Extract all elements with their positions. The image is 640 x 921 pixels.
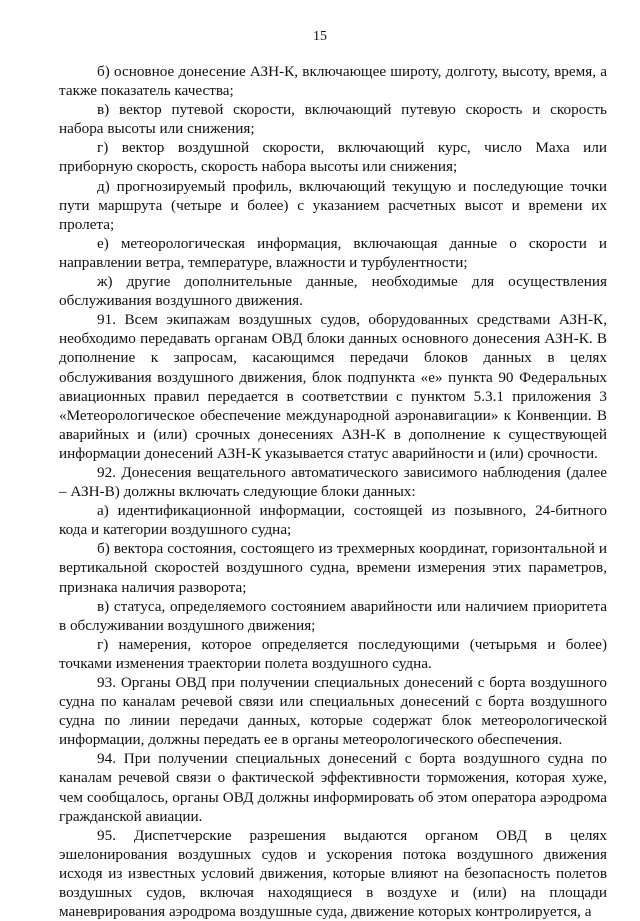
paragraph: 92. Донесения вещательного автоматического зависимого наблюдения (далее – АЗН-В) должны включать следующие блоки данных: bbox=[59, 463, 607, 501]
paragraph: а) идентификационной информации, состоящей из позывного, 24-битного кода и категории воздушного судна; bbox=[59, 502, 607, 539]
page-body bbox=[59, 62, 607, 921]
paragraph: в) статуса, определяемого состоянием аварийности или наличием приоритета в обслуживании воздушного движения; bbox=[59, 597, 607, 634]
paragraph: 91. Всем экипажам воздушных судов, оборудованных средствами АЗН-К, необходимо передавать органам ОВД блоки данных основного донесения АЗН-К. В дополнение к запросам, касающимся передачи блоков данных в целях обслуживания воздушного движения, блок подпункта «е» пункта 90 Федеральных авиационных правил передается в соответствии с пунктом 5.3.1 приложения 3 «Метеорологическое обеспечение международной аэронавигации» к Конвенции. В аварийных и (или) срочных донесениях АЗН-К в дополнение к существующей информации донесений АЗН-К указывается статус аварийности и (или) срочности. bbox=[59, 311, 607, 462]
paragraph: в) вектор путевой скорости, включающий путевую скорость и скорость набора высоты или снижения; bbox=[59, 101, 607, 138]
paragraph: 93. Органы ОВД при получении специальных донесений с борта воздушного судна по каналам речевой связи или специальных донесений с борта воздушного судна по линии передачи данных, которые содержат блок метеорологической информации, должны передать ее в органы метеорологического обеспечения. bbox=[59, 674, 607, 749]
paragraph: б) вектора состояния, состоящего из трехмерных координат, горизонтальной и вертикальной скоростей воздушного судна, времени измерения этих параметров, признака наличия разворота; bbox=[59, 540, 607, 596]
paragraph: е) метеорологическая информация, включающая данные о скорости и направлении ветра, температуре, влажности и турбулентности; bbox=[59, 234, 607, 271]
paragraph: 94. При получении специальных донесений с борта воздушного судна по каналам речевой связи о фактической эффективности торможения, которая хуже, чем сообщалось, органы ОВД должны информировать об этом оператора аэродрома гражданской авиации. bbox=[59, 750, 607, 825]
page-number: 15 bbox=[313, 29, 327, 44]
paragraph: г) вектор воздушной скорости, включающий курс, число Маха или приборную скорость, скорость набора высоты или снижения; bbox=[59, 139, 607, 176]
paragraph: г) намерения, которое определяется последующими (четырьмя и более) точками изменения траектории полета воздушного судна. bbox=[59, 635, 607, 672]
paragraph: ж) другие дополнительные данные, необходимые для осуществления обслуживания воздушного движения. bbox=[59, 273, 607, 310]
paragraph: 95. Диспетчерские разрешения выдаются органом ОВД в целях эшелонирования воздушных судов и ускорения потока воздушного движения исходя из известных условий движения, которые влияют на безопасность полетов воздушных судов, включая находящиеся в воздухе и (или) на площади маневрирования аэродрома воздушные суда, движение которых контролируется, а bbox=[59, 826, 607, 921]
paragraph: б) основное донесение АЗН-К, включающее широту, долготу, высоту, время, а также показатель качества; bbox=[59, 63, 607, 100]
paragraph: д) прогнозируемый профиль, включающий текущую и последующие точки пути маршрута (четыре и более) с указанием расчетных высот и времени их пролета; bbox=[59, 177, 607, 233]
